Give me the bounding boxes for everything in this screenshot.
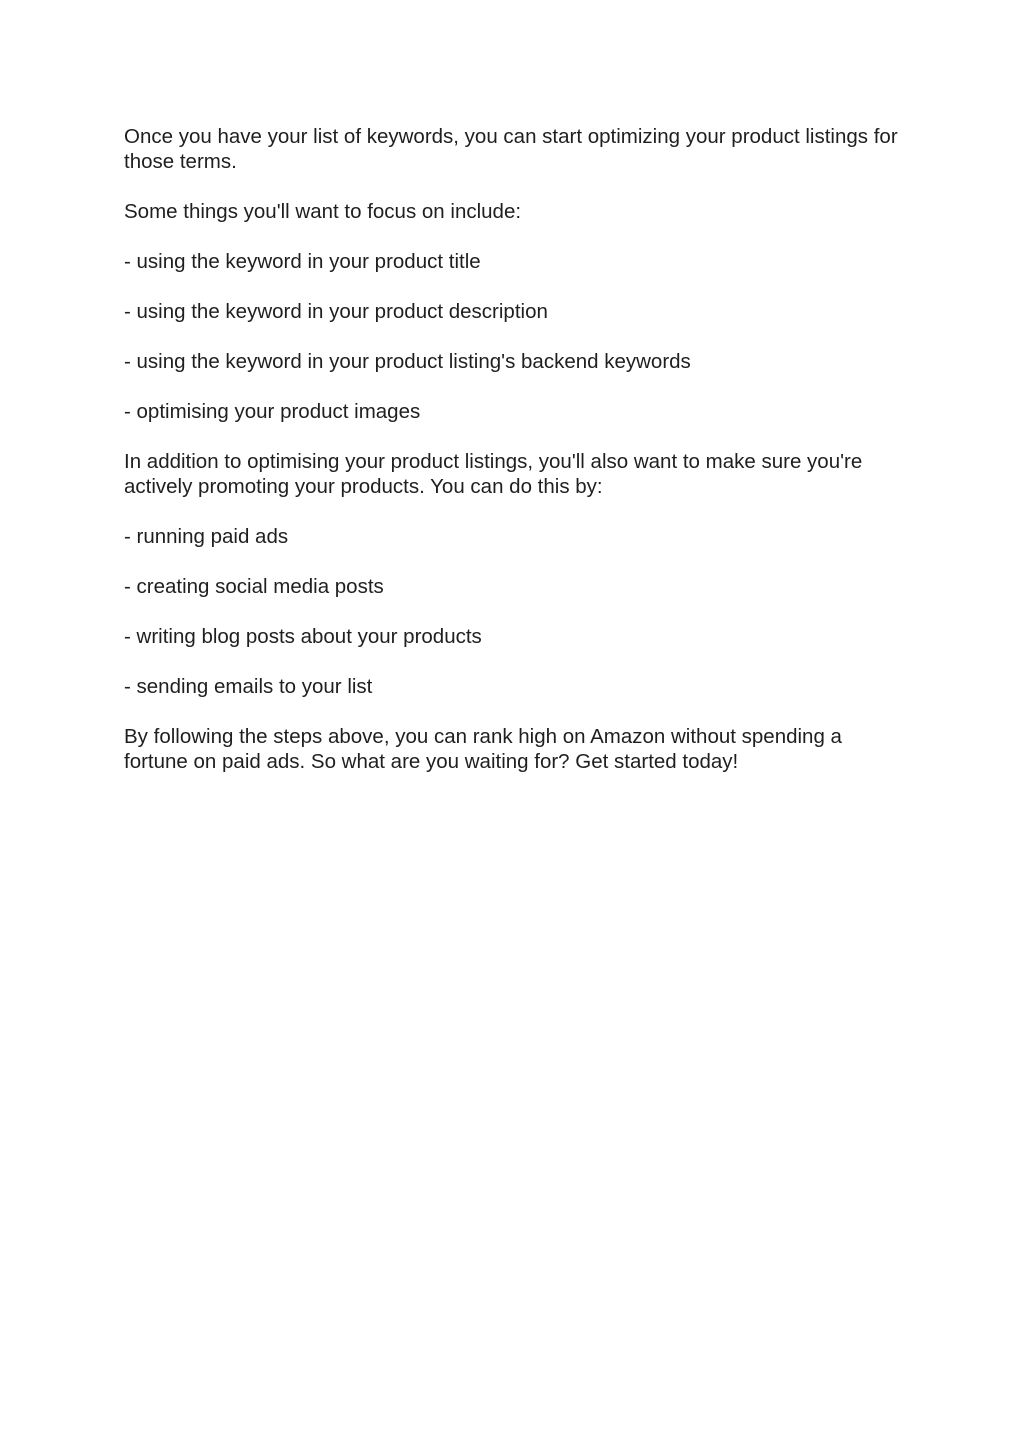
focus-list-intro: Some things you'll want to focus on include: [124, 200, 522, 223]
list-item: - sending emails to your list [124, 675, 373, 698]
intro-paragraph: Once you have your list of keywords, you can start optimizing your product listings for those terms. [124, 125, 898, 173]
list-item: - optimising your product images [124, 400, 421, 423]
list-item: - using the keyword in your product description [124, 300, 548, 323]
list-item: - running paid ads [124, 525, 289, 548]
list-item: - using the keyword in your product title [124, 250, 481, 273]
list-item: - creating social media posts [124, 575, 384, 598]
promotion-paragraph: In addition to optimising your product listings, you'll also want to make sure you're actively promoting your products. You can do this by: [124, 450, 863, 498]
list-item: - writing blog posts about your products [124, 625, 482, 648]
closing-paragraph: By following the steps above, you can rank high on Amazon without spending a fortune on paid ads. So what are you waiting for? Get started today! [124, 725, 842, 773]
document-body [124, 124, 904, 799]
list-item: - using the keyword in your product listing's backend keywords [124, 350, 691, 373]
